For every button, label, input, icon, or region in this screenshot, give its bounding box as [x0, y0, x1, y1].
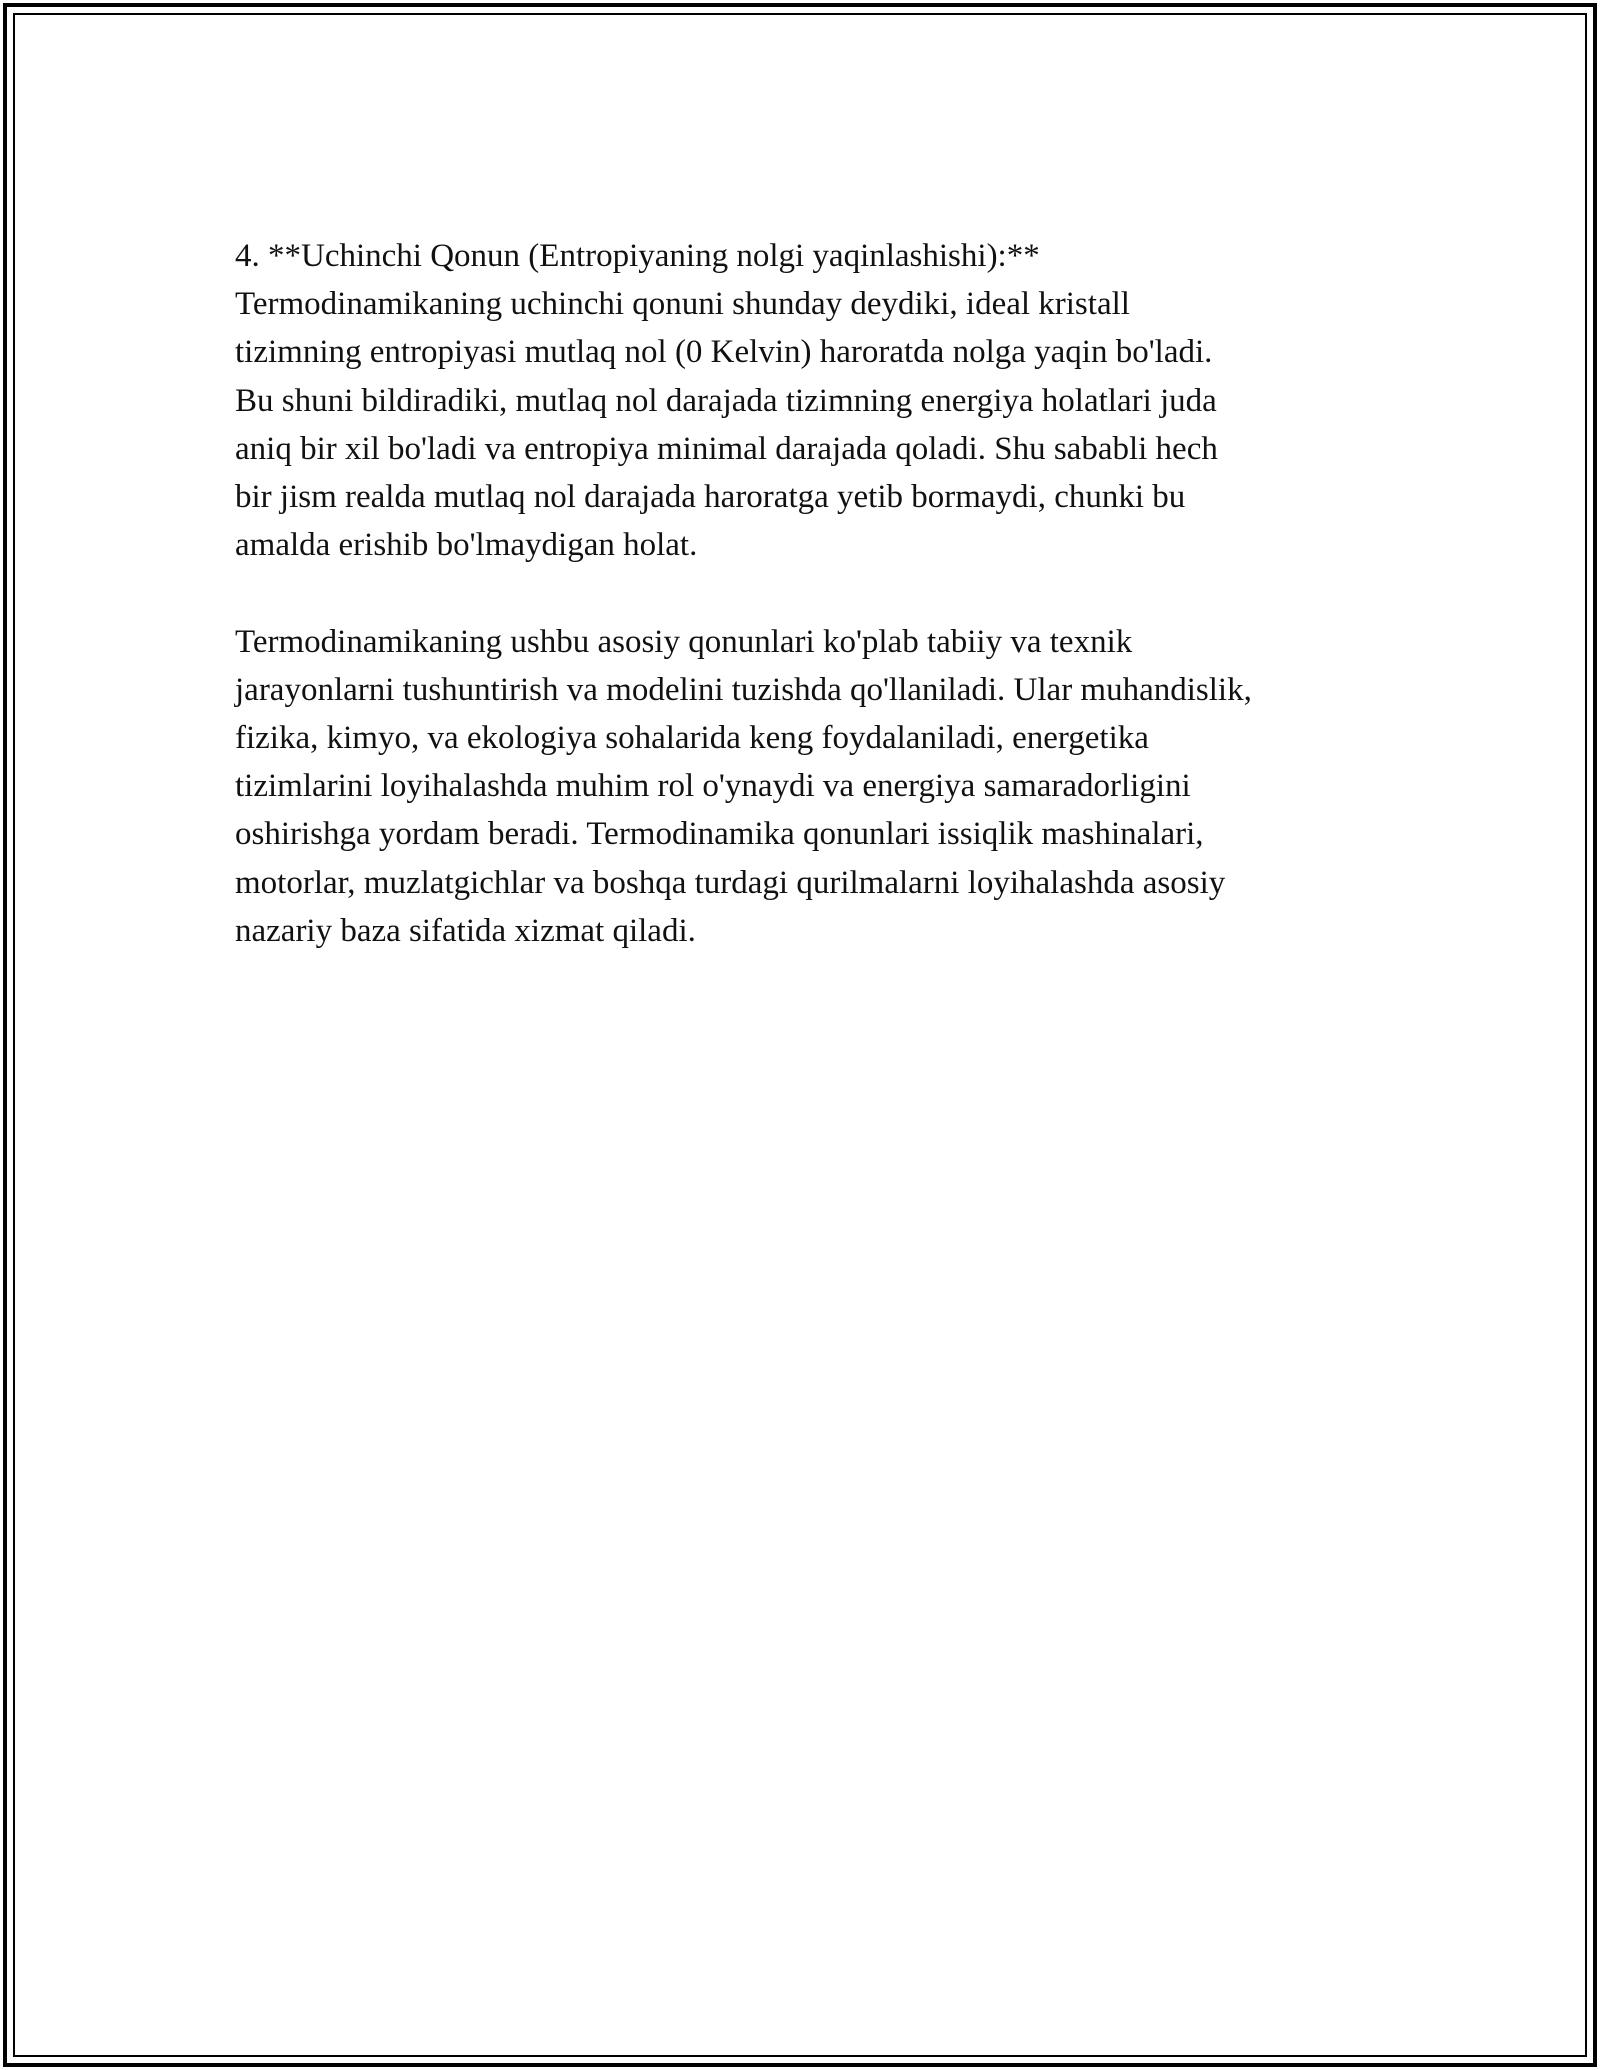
text-line: bir jism realda mutlaq nol darajada haroratga yetib bormaydi, chunki bu — [235, 479, 1186, 516]
text-line: nazariy baza sifatida xizmat qiladi. — [235, 912, 696, 949]
paragraph-applications — [235, 618, 1395, 955]
text-line: Bu shuni bildiradiki, mutlaq nol darajada tizimning energiya holatlari juda — [235, 382, 1217, 419]
document-body — [235, 232, 1395, 955]
text-line: 4. **Uchinchi Qonun (Entropiyaning nolgi yaqinlashishi):** — [235, 238, 1040, 274]
text-line: oshirishga yordam beradi. Termodinamika qonunlari issiqlik mashinalari, — [235, 816, 1204, 853]
text-line: Termodinamikaning uchinchi qonuni shunday deydiki, ideal kristall — [235, 286, 1130, 323]
text-line: aniq bir xil bo'ladi va entropiya minimal darajada qoladi. Shu sababli hech — [235, 430, 1218, 467]
paragraph-spacer — [235, 569, 1395, 617]
text-line: fizika, kimyo, va ekologiya sohalarida keng foydalaniladi, energetika — [235, 720, 1149, 757]
paragraph-third-law — [235, 232, 1395, 569]
text-line: jarayonlarni tushuntirish va modelini tuzishda qo'llaniladi. Ular muhandislik, — [235, 671, 1252, 708]
text-line: motorlar, muzlatgichlar va boshqa turdagi qurilmalarni loyihalashda asosiy — [235, 864, 1226, 901]
text-line: tizimlarini loyihalashda muhim rol o'ynaydi va energiya samaradorligini — [235, 768, 1191, 805]
text-line: tizimning entropiyasi mutlaq nol (0 Kelvin) haroratda nolga yaqin bo'ladi. — [235, 334, 1213, 371]
text-line: Termodinamikaning ushbu asosiy qonunlari ko'plab tabiiy va texnik — [235, 623, 1133, 660]
text-line: amalda erishib bo'lmaydigan holat. — [235, 527, 698, 564]
